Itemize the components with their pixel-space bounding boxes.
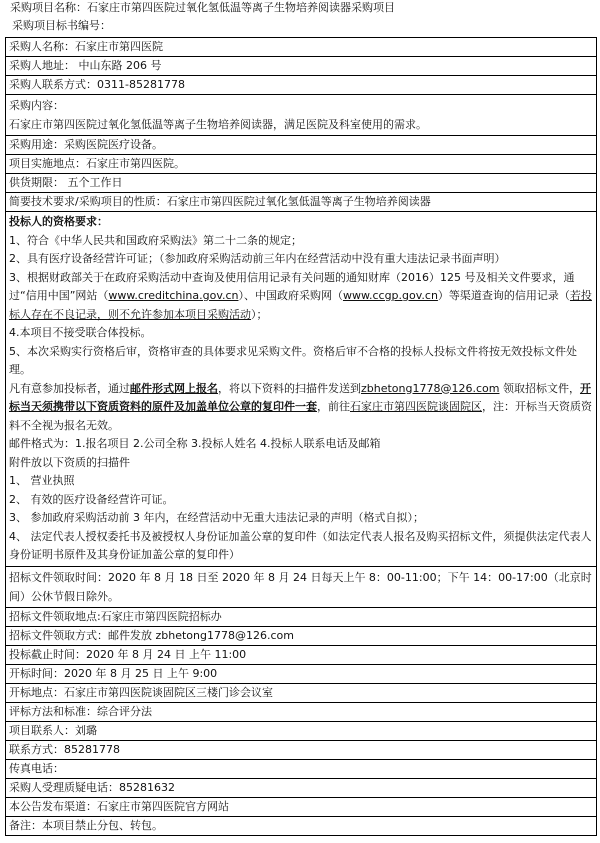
brief-requirements: 简要技术要求/采购项目的性质：石家庄市第四医院过氧化氢低温等离子生物培养阅读器 bbox=[6, 193, 597, 212]
complaint-phone: 采购人受理质疑电话：85281632 bbox=[6, 778, 597, 797]
attachment-title: 附件放以下资质的扫描件 bbox=[9, 455, 130, 469]
qualification-item-1: 1、符合《中华人民共和国政府采购法》第二十二条的规定； bbox=[9, 233, 302, 247]
qualification-item-5: 5、本次采购实行资格后审，资格审查的具体要求见采购文件。资格后审不合格的投标人投标文件将按无效投标文件处理。 bbox=[9, 344, 577, 376]
contact-phone: 联系方式：85281778 bbox=[6, 740, 597, 759]
creditchina-link[interactable]: www.creditchina.gov.cn bbox=[108, 289, 239, 302]
purchaser-phone: 采购人联系方式：0311-85281778 bbox=[6, 76, 597, 95]
content-label: 采购内容： bbox=[9, 99, 64, 112]
mail-format: 邮件格式为：1.报名项目 2.公司全称 3.投标人姓名 4.投标人联系电话及邮箱 bbox=[9, 437, 381, 450]
project-code: 采购项目标书编号： bbox=[12, 19, 111, 32]
content-text: 石家庄市第四医院过氧化氢低温等离子生物培养阅读器，满足医院及科室使用的需求。 bbox=[9, 118, 427, 131]
attachment-item-4: 4、 法定代表人授权委托书及被授权人身份证加盖公章的复印件（如法定代表人报名及购买招标文件，须提供法定代表人身份证明书原件及其身份证加盖公章的复印件） bbox=[9, 529, 592, 561]
project-name: 采购项目名称：石家庄市第四医院过氧化氢低温等离子生物培养阅读器采购项目 bbox=[10, 1, 395, 14]
qualification-item-4: 4.本项目不接受联合体投标。 bbox=[9, 326, 152, 339]
qualification-item-2: 2、具有医疗设备经营许可证；（参加政府采购活动前三年内在经营活动中没有重大违法记录书面声明） bbox=[9, 252, 506, 265]
bid-deadline: 投标截止时间：2020 年 8 月 24 日 上午 11:00 bbox=[6, 645, 597, 664]
evaluation-method: 评标方法和标准：综合评分法 bbox=[6, 702, 597, 721]
header bbox=[0, 0, 600, 36]
remark: 备注：本项目禁止分包、转包。 bbox=[6, 816, 597, 835]
qualification-item-3: 3、根据财政部关于在政府采购活动中查询及使用信用记录有关问题的通知财库（2016）125 号及相关文件要求，通过“信用中国”网站（www.creditchina.gov.cn）、中国政府采购网（www.ccgp.gov.cn）等渠道查询的信用记录（若投标人存在不良记录，则不允许参加本项目采购活动）； bbox=[9, 270, 592, 321]
bid-open-place: 开标地点：石家庄市第四医院谈固院区三楼门诊会议室 bbox=[6, 683, 597, 702]
purchaser-name: 采购人名称：石家庄市第四医院 bbox=[6, 38, 597, 57]
bid-open-time: 开标时间：2020 年 8 月 25 日 上午 9:00 bbox=[6, 664, 597, 683]
purchase-content bbox=[6, 95, 597, 136]
qualification-section bbox=[6, 212, 597, 567]
fax-phone: 传真电话： bbox=[6, 759, 597, 778]
project-contact: 项目联系人：刘璐 bbox=[6, 721, 597, 740]
document-get-time: 招标文件领取时间：2020 年 8 月 18 日至 2020 年 8 月 24 日每天上午 8：00-11:00；下午 14：00-17:00（北京时间）公休节假日除外。 bbox=[6, 566, 597, 607]
ccgp-link[interactable]: www.ccgp.gov.cn bbox=[343, 289, 438, 302]
document-get-place: 招标文件领取地点:石家庄市第四医院招标办 bbox=[6, 607, 597, 626]
publish-channel: 本公告发布渠道：石家庄市第四医院官方网站 bbox=[6, 797, 597, 816]
purchase-use: 采购用途：采购医院医疗设备。 bbox=[6, 136, 597, 155]
qualification-title: 投标人的资格要求： bbox=[9, 215, 108, 228]
attachment-item-1: 1、 营业执照 bbox=[9, 474, 75, 487]
announcement-table bbox=[5, 37, 597, 836]
registration-paragraph: 凡有意参加投标者，通过邮件形式网上报名，将以下资料的扫描件发送到zbhetong1778@126.com 领取招标文件，开标当天须携带以下资质资料的原件及加盖单位公章的复印件一套，前往石家庄市第四医院谈固院区，注：开标当天资质资料不全视为报名无效。 bbox=[9, 381, 592, 432]
attachment-item-2: 2、 有效的医疗设备经营许可证。 bbox=[9, 492, 174, 506]
attachment-item-3: 3、 参加政府采购活动前 3 年内，在经营活动中无重大违法记录的声明（格式自拟）； bbox=[9, 511, 424, 524]
project-location: 项目实施地点：石家庄市第四医院。 bbox=[6, 155, 597, 174]
purchaser-address: 采购人地址： 中山东路 206 号 bbox=[6, 57, 597, 76]
registration-email-link[interactable]: zbhetong1778@126.com bbox=[361, 381, 500, 395]
document-get-method: 招标文件领取方式：邮件发放 zbhetong1778@126.com bbox=[6, 626, 597, 645]
delivery-period: 供货期限： 五个工作日 bbox=[6, 174, 597, 193]
